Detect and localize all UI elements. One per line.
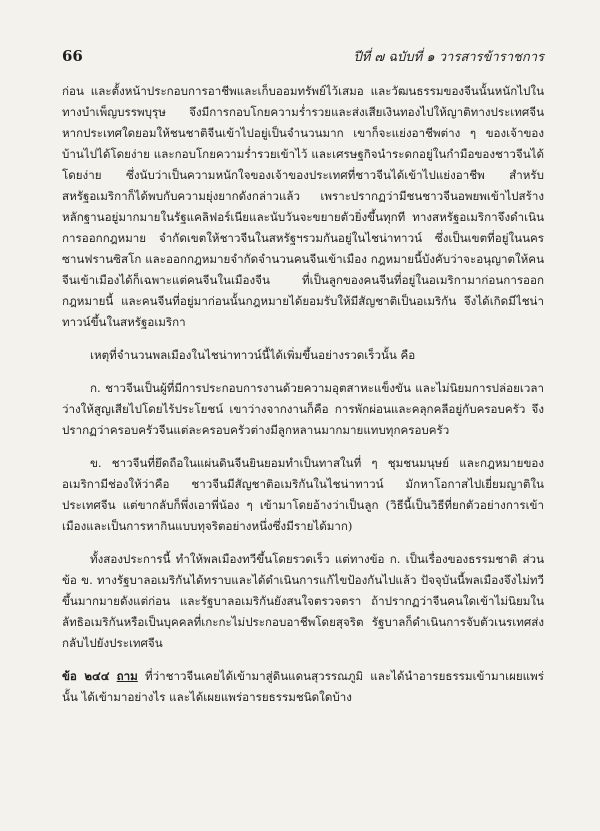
page-number: 66	[62, 47, 83, 65]
question-label: ถาม	[116, 669, 138, 683]
paragraph-reason-b: ข. ชาวจีนที่ยึดถือในแผ่นดินจีนยินยอมทำเป็นทาสในที่ ๆ ชุมชนมนุษย์ และกฎหมายของอเมริกามีช่องให้ว่าคือ ชาวจีนมีสัญชาติอเมริกันในไชน่าทาวน์ มักหาโอกาสไปเยี่ยมญาติในประเทศจีน แต่ขากลับก็พึ่งเอาพี่น้อง ๆ เข้ามาโดยอ้างว่าเป็นลูก (วิธีนี้เป็นวิธีที่ยกตัวอย่างการเข้าเมืองและเป็นการหากินแบบทุจริตอย่างหนึ่งซึ่งมีรายได้มาก)	[62, 456, 544, 533]
question-244	[62, 666, 544, 708]
page-header	[62, 46, 544, 67]
question-number: ข้อ ๒๔๔	[62, 669, 110, 683]
question-text: ที่ว่าชาวจีนเคยได้เข้ามาสู่ดินแดนสุวรรณภูมิ และได้นำอารยธรรมเข้ามาเผยแพร่นั้น ได้เข้ามาอย่างไร และได้เผยแพร่อารยธรรมชนิดใดบ้าง	[62, 669, 544, 704]
paragraph-reasons-intro: เหตุที่จำนวนพลเมืองในไชน่าทาวน์นี้ได้เพิ่มขึ้นอย่างรวดเร็วนั้น คือ	[90, 348, 416, 362]
running-title: ปีที่ ๗ ฉบับที่ ๑ วารสารข้าราชการ	[353, 50, 544, 65]
paragraph-reason-a: ก. ชาวจีนเป็นผู้ที่มีการประกอบการงานด้วยความอุตสาหะแข็งขัน และไม่นิยมการปล่อยเวลาว่างให้สูญเสียไปโดยไร้ประโยชน์ เขาว่างจากงานก็คือ การพักผ่อนและคลุกคลีอยู่กับครอบครัว จึงปรากฏว่าครอบครัวจีนแต่ละครอบครัวต่างมีลูกหลานมากมายแทบทุกครอบครัว	[62, 381, 544, 437]
paragraph-1: ก่อน และตั้งหน้าประกอบการอาชีพและเก็บออมทรัพย์ไว้เสมอ และวัฒนธรรมของจีนนั้นหนักไปในทางบำเพ็ญบรรพบุรุษ จึงมีการกอบโกยความร่ำรวยและส่งเสียเงินทองไปให้ญาติทางประเทศจีนหากประเทศใดยอมให้ชนชาติจีนเข้าไปอยู่เป็นจำนวนมาก เขาก็จะแย่งอาชีพต่าง ๆ ของเจ้าของบ้านไปได้โดยง่าย และกอบโกยความร่ำรวยเข้าไว้ และเศรษฐกิจนำระดกอยู่ในกำมือของชาวจีนได้โดยง่าย ซึ่งนับว่าเป็นความหนักใจของเจ้าของประเทศที่ชาวจีนได้เข้าไปแย่งอาชีพ สำหรับสหรัฐอเมริกาก็ได้พบกับความยุ่งยากดังกล่าวแล้ว เพราะปรากฏว่ามีชนชาวจีนอพยพเข้าไปสร้างหลักฐานอยู่มากมายในรัฐแคลิฟอร์เนียและนับวันจะขยายตัวยิ่งขึ้นทุกที ทางสหรัฐอเมริกาจึงดำเนินการออกกฎหมาย จำกัดเขตให้ชาวจีนในสหรัฐฯรวมกันอยู่ในไชน่าทาวน์ ซึ่งเป็นเขตที่อยู่ในนครซานฟรานซิสโก และออกกฎหมายจำกัดจำนวนคนจีนเข้าเมือง กฎหมายนี้บังคับว่าจะอนุญาตให้คนจีนเข้าเมืองได้ก็เฉพาะแต่คนจีนในเมืองจีน ที่เป็นลูกของคนจีนที่อยู่ในอเมริกามาก่อนการออกกฎหมายนี้ และคนจีนที่อยู่มาก่อนนั้นกฎหมายได้ยอมรับให้มีสัญชาติเป็นอเมริกัน จึงได้เกิดมีไชน่าทาวน์ขึ้นในสหรัฐอเมริกา	[62, 84, 544, 329]
paragraph-summary: ทั้งสองประการนี้ ทำให้พลเมืองทวีขึ้นโดยรวดเร็ว แต่ทางข้อ ก. เป็นเรื่องของธรรมชาติ ส่วนข้อ ข. ทางรัฐบาลอเมริกันได้ทราบและได้ดำเนินการแก้ไขป้องกันไปแล้ว ปัจจุบันนี้พลเมืองจึงไม่ทวีขึ้นมากมายดังแต่ก่อน และรัฐบาลอเมริกันยังสนใจตรวจตรา ถ้าปรากฏว่าจีนคนใดเข้าไม่นิยมในลัทธิอเมริกันหรือเป็นบุคคลที่เกะกะไม่ประกอบอาชีพโดยสุจริต รัฐบาลก็ดำเนินการจับตัวเนรเทศส่งกลับไปยังประเทศจีน	[62, 552, 544, 650]
